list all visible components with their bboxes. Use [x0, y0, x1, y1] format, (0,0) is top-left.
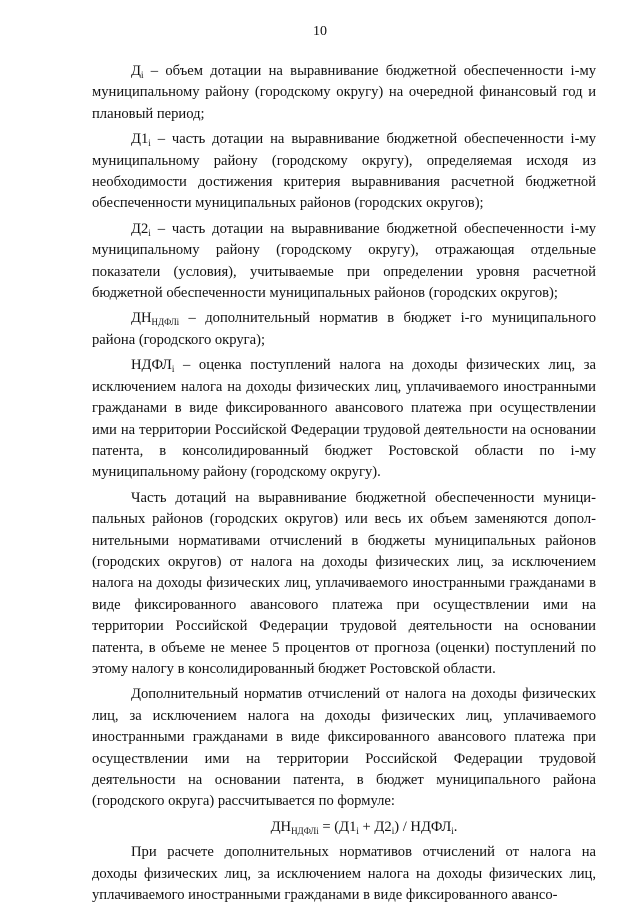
definition-d: [92, 61, 596, 125]
definition-ndfl: [92, 355, 596, 483]
formula-lhs-subscript: НДФЛi: [291, 825, 319, 836]
paragraph-additional-norm: Дополнительный норматив отчислений от налога на доходы физических лиц, за исключением налога на доходы физических лиц, уплачиваемого иностранными гражданами в виде фиксированного авансового платежа при осуществлении ими на территории Российской Федерации трудовой деятельности на основании патента, в бюджет муниципального района (городского округа) рассчитывается по формуле:: [92, 686, 596, 810]
definition-subscript: i: [148, 227, 151, 238]
definition-text: – объем дотации на выравнивание бюджетной обеспеченности i-му муниципальному району (городскому округу) на очередной финансовый год и плановый период;: [92, 63, 596, 122]
definition-subscript: i: [140, 70, 144, 80]
formula-lhs: ДН: [270, 818, 292, 835]
definition-subscript: i: [171, 364, 175, 375]
formula-part: = (Д1: [318, 818, 357, 835]
definition-dn-ndfl: [92, 308, 596, 351]
definition-text: – часть дотации на выравнивание бюджетной обеспеченности i-му муниципальному району (городскому округу), определяемая исходя из необходимости достижения критерия выравнивания расчетной бюджетной обеспеченности муниципальных районов (городских округов);: [92, 131, 596, 212]
definition-text: – часть дотации на выравнивание бюджетной обеспеченности i-му муниципальному району (городскому округу), отражающая отдельные показатели (условия), учитываемые при определении уровня расчетной бюджетной обеспеченности муниципальных районов (городских округов);: [92, 220, 596, 302]
paragraph-subsidy-replacement: Часть дотаций на выравнивание бюджетной обеспеченности муниципальных районов (городских округов) или весь их объем заменяются дополнительными нормативами отчислений в бюджеты муниципальных районов (городских округов) от налога на доходы физических лиц, за исключением налога на доходы физических лиц, уплачиваемого иностранными гражданами в виде фиксированного авансового платежа при осуществлении ими на территории Российской Федерации трудовой деятельности на основании патента, в объеме не менее 5 процентов от прогноза (оценки) поступлений по этому налогу в консолидированный бюджет Ростовской области.: [92, 489, 596, 677]
definition-text: – дополнительный норматив в бюджет i-го муниципального района (городского округа);: [92, 310, 596, 348]
definition-symbol: Д2: [131, 220, 149, 237]
definition-subscript: i: [148, 138, 151, 149]
definition-d1: [92, 129, 596, 215]
formula-subscript: i: [356, 825, 359, 836]
page-body: [92, 61, 596, 910]
page-number: 10: [313, 24, 327, 39]
formula-part: .: [453, 818, 458, 835]
definition-symbol: НДФЛ: [131, 357, 172, 374]
formula-part: + Д2: [358, 818, 392, 835]
definition-symbol: Д1: [131, 131, 149, 148]
definition-text: – оценка поступлений налога на доходы физических лиц, за исключением налога на доходы физических лиц, уплачиваемого иностранными гражданами в виде фиксированного авансового платежа при осуществлении ими на территории Российской Федерации трудовой деятельности на основании патента, в консолидированный бюджет Ростовской области по i-му муниципальному району (городскому округу).: [92, 357, 596, 481]
formula: [92, 817, 596, 838]
definition-symbol: Д: [131, 63, 141, 79]
definition-subscript: НДФЛi: [151, 317, 180, 328]
formula-subscript: i: [391, 825, 395, 836]
paragraph-calculation: При расчете дополнительных нормативов отчислений от налога на доходы физических лиц, за исключением налога на доходы физических лиц, уплачиваемого иностранными гражданами в виде фиксированного авансо-: [92, 844, 596, 904]
definition-d2: [92, 219, 596, 305]
definition-symbol: ДН: [131, 310, 152, 327]
formula-subscript: i: [451, 825, 454, 836]
formula-part: ) / НДФЛ: [394, 818, 452, 835]
